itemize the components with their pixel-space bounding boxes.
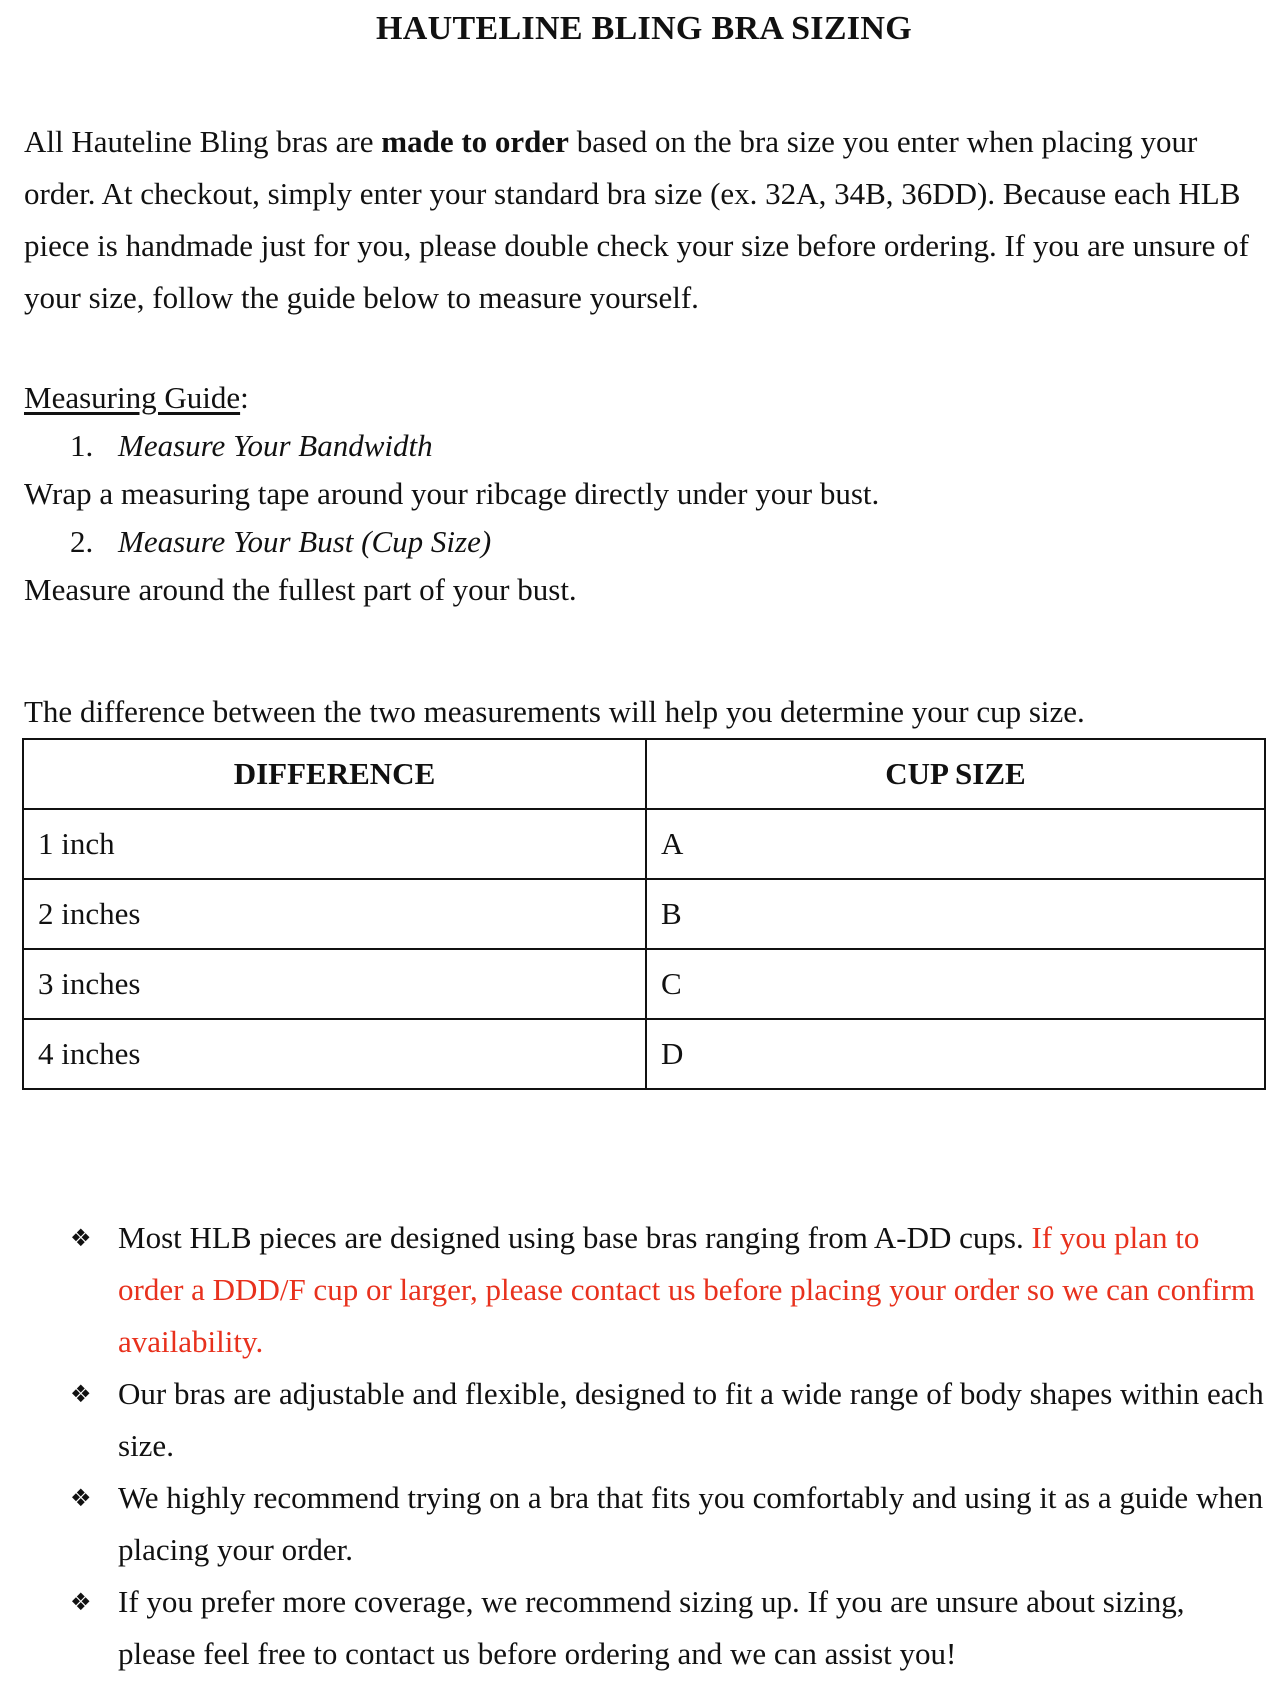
diamond-bullet-icon: ❖ [70, 1380, 92, 1408]
difference-cell: 4 inches [23, 1019, 646, 1089]
difference-cell: 2 inches [23, 879, 646, 949]
step-2-title [70, 516, 491, 568]
intro-text-start: All Hauteline Bling bras are [24, 124, 382, 159]
step-1-number: 1. [70, 428, 94, 463]
step-1-title-text: Measure Your Bandwidth [118, 428, 433, 463]
note-2-text: Our bras are adjustable and flexible, designed to fit a wide range of body shapes within each size. [118, 1376, 1264, 1463]
difference-explanation: The difference between the two measurements will help you determine your cup size. [24, 694, 1085, 729]
table-row [23, 1019, 1265, 1089]
column-header-cup-size: CUP SIZE [646, 739, 1265, 809]
note-4-text: If you prefer more coverage, we recommend sizing up. If you are unsure about sizing, please feel free to contact us before ordering and we can assist you! [118, 1584, 1185, 1671]
cup-size-cell: C [646, 949, 1265, 1019]
table-header-row [23, 739, 1265, 809]
step-1-title [70, 420, 433, 472]
measuring-guide-heading [24, 372, 249, 424]
list-item [70, 1212, 1266, 1368]
intro-paragraph [24, 116, 1264, 324]
table-row [23, 949, 1265, 1019]
step-2-title-text: Measure Your Bust (Cup Size) [118, 524, 492, 559]
step-2-description: Measure around the fullest part of your bust. [24, 572, 577, 607]
list-item [70, 1576, 1266, 1680]
measuring-guide-label: Measuring Guide [24, 380, 241, 415]
note-1-red-text: If you plan to order a DDD/F cup or larger, please contact us before placing your order so we can confirm availability. [118, 1220, 1256, 1359]
list-item [70, 1368, 1266, 1472]
sizing-notes-list [70, 1212, 1266, 1680]
cup-size-cell: D [646, 1019, 1265, 1089]
difference-cell: 3 inches [23, 949, 646, 1019]
table-row [23, 879, 1265, 949]
cup-size-cell: A [646, 809, 1265, 879]
cup-size-table [22, 738, 1266, 1090]
note-3-text: We highly recommend trying on a bra that fits you comfortably and using it as a guide when placing your order. [118, 1480, 1264, 1567]
step-1-description: Wrap a measuring tape around your ribcage directly under your bust. [24, 476, 880, 511]
list-item [70, 1472, 1266, 1576]
cup-size-cell: B [646, 879, 1265, 949]
diamond-bullet-icon: ❖ [70, 1224, 92, 1252]
table-row [23, 809, 1265, 879]
step-2-number: 2. [70, 524, 94, 559]
note-1-text: Most HLB pieces are designed using base bras ranging from A-DD cups. [118, 1220, 1032, 1255]
measuring-guide-colon: : [240, 380, 249, 415]
intro-bold-text: made to order [381, 124, 569, 159]
column-header-difference: DIFFERENCE [23, 739, 646, 809]
diamond-bullet-icon: ❖ [70, 1484, 92, 1512]
difference-cell: 1 inch [23, 809, 646, 879]
diamond-bullet-icon: ❖ [70, 1588, 92, 1616]
intro-text-end: based on the bra size you enter when placing your order. At checkout, simply enter your standard bra size (ex. 32A, 34B, 36DD). Because each HLB piece is handmade just for you, please double check your size before ordering. If you are unsure of your size, follow the guide below to measure yourself. [24, 124, 1249, 315]
page-title: HAUTELINE BLING BRA SIZING [376, 10, 912, 47]
